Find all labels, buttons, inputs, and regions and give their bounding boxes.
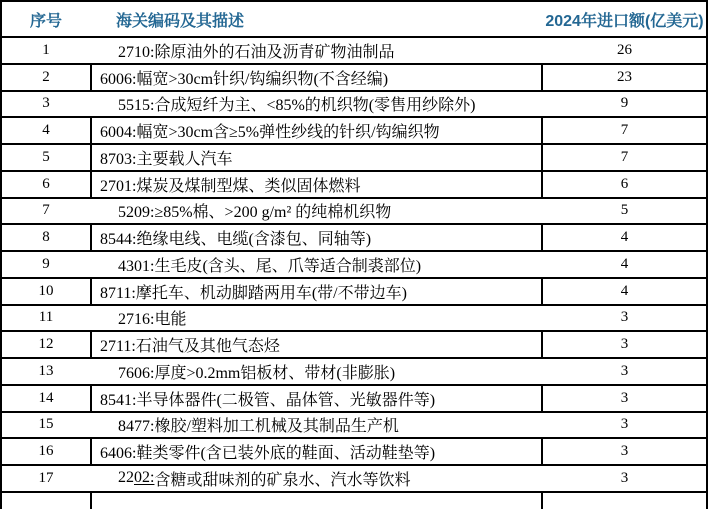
serial-cell: 17 bbox=[38, 469, 54, 486]
serial-cell: 4 bbox=[2, 118, 92, 143]
value-cell: 4 bbox=[620, 282, 629, 299]
desc-cell: 8477:橡胶/塑料加工机械及其制品生产机 bbox=[118, 418, 399, 436]
table-row bbox=[2, 466, 706, 493]
value-cell: 4 bbox=[620, 229, 629, 246]
serial-cell: 8 bbox=[2, 225, 92, 250]
table-row bbox=[2, 225, 706, 252]
header-serial-number: 序号 bbox=[29, 12, 62, 30]
serial-cell: 5 bbox=[2, 145, 92, 170]
desc-cell: 5515:合成短纤为主、<85%的机织物(零售用纱除外) bbox=[118, 97, 476, 115]
desc-cell: 7606:厚度>0.2mm铝板材、带材(非膨胀) bbox=[118, 364, 396, 382]
desc-cell: 2701:煤炭及煤制型煤、类似固体燃料 bbox=[92, 172, 543, 197]
table-row bbox=[2, 92, 706, 119]
value-cell: 7 bbox=[620, 148, 629, 165]
serial-cell: 10 bbox=[2, 279, 92, 304]
desc-cell: 8711:摩托车、机动脚踏两用车(带/不带边车) bbox=[92, 279, 543, 304]
table-row bbox=[2, 172, 706, 199]
value-cell: 9 bbox=[620, 95, 629, 112]
serial-cell: 14 bbox=[2, 386, 92, 411]
serial-cell: 13 bbox=[38, 362, 54, 379]
table-row bbox=[2, 439, 706, 466]
value-cell: 3 bbox=[620, 443, 629, 460]
underlined-code-text: 02: bbox=[134, 469, 155, 487]
desc-cell: 8703:主要载人汽车 bbox=[92, 145, 543, 170]
desc-cell: 2710:除原油外的石油及沥青矿物油制品 bbox=[118, 43, 395, 61]
desc-text: 22 bbox=[118, 469, 134, 487]
desc-cell: 2711:石油气及其他气态烃 bbox=[92, 332, 543, 357]
serial-cell: 1 bbox=[42, 41, 50, 58]
value-cell: 3 bbox=[620, 362, 629, 379]
desc-text: 含糖或甜味剂的矿泉水、汽水等饮料 bbox=[154, 471, 411, 489]
serial-cell: 9 bbox=[42, 255, 50, 272]
value-cell: 6 bbox=[620, 175, 629, 192]
value-cell: 4 bbox=[620, 255, 629, 272]
desc-cell: 6004:幅宽>30cm含≥5%弹性纱线的针织/钩编织物 bbox=[92, 118, 543, 143]
table-row bbox=[2, 65, 706, 92]
desc-cell: 2716:电能 bbox=[118, 311, 187, 329]
table-row bbox=[2, 386, 706, 413]
serial-cell: 15 bbox=[38, 416, 54, 433]
desc-cell: 8544:绝缘电线、电缆(含漆包、同轴等) bbox=[92, 225, 543, 250]
table-row bbox=[2, 332, 706, 359]
serial-cell: 16 bbox=[2, 439, 92, 464]
value-cell: 23 bbox=[617, 68, 632, 85]
table-row bbox=[2, 306, 706, 333]
table-row bbox=[2, 118, 706, 145]
value-cell: 26 bbox=[617, 41, 632, 58]
table-row bbox=[2, 252, 706, 279]
table-body bbox=[2, 38, 706, 493]
header-customs-code-description: 海关编码及其描述 bbox=[116, 12, 245, 30]
desc-cell: 8541:半导体器件(二极管、晶体管、光敏器件等) bbox=[92, 386, 543, 411]
table-row bbox=[2, 413, 706, 440]
value-cell: 5 bbox=[620, 202, 629, 219]
serial-cell: 2 bbox=[2, 65, 92, 90]
value-cell: 3 bbox=[620, 336, 629, 353]
serial-cell: 7 bbox=[42, 202, 50, 219]
desc-cell bbox=[92, 493, 543, 509]
value-cell: 3 bbox=[620, 309, 629, 326]
value-cell bbox=[543, 493, 706, 509]
desc-cell: 6006:幅宽>30cm针织/钩编织物(不含经编) bbox=[92, 65, 543, 90]
desc-cell: 6406:鞋类零件(含已装外底的鞋面、活动鞋垫等) bbox=[92, 439, 543, 464]
table-row bbox=[2, 145, 706, 172]
serial-cell: 12 bbox=[2, 332, 92, 357]
desc-cell: 4301:生毛皮(含头、尾、爪等适合制裘部位) bbox=[118, 257, 422, 275]
partial-next-row bbox=[2, 493, 706, 509]
value-cell: 3 bbox=[620, 469, 629, 486]
desc-cell: 5209:≥85%棉、>200 g/m² 的纯棉机织物 bbox=[118, 204, 392, 222]
table-row bbox=[2, 279, 706, 306]
desc-cell bbox=[92, 466, 543, 491]
table-row bbox=[2, 199, 706, 226]
serial-cell bbox=[2, 493, 92, 509]
serial-cell: 3 bbox=[42, 95, 50, 112]
header-import-value-2024: 2024年进口额(亿美元) bbox=[545, 12, 704, 30]
value-cell: 7 bbox=[620, 122, 629, 139]
table-header-row bbox=[2, 2, 706, 38]
serial-cell: 6 bbox=[2, 172, 92, 197]
value-cell: 3 bbox=[620, 416, 629, 433]
table-row bbox=[2, 38, 706, 65]
table-row bbox=[2, 359, 706, 386]
value-cell: 3 bbox=[620, 389, 629, 406]
serial-cell: 11 bbox=[38, 309, 54, 326]
